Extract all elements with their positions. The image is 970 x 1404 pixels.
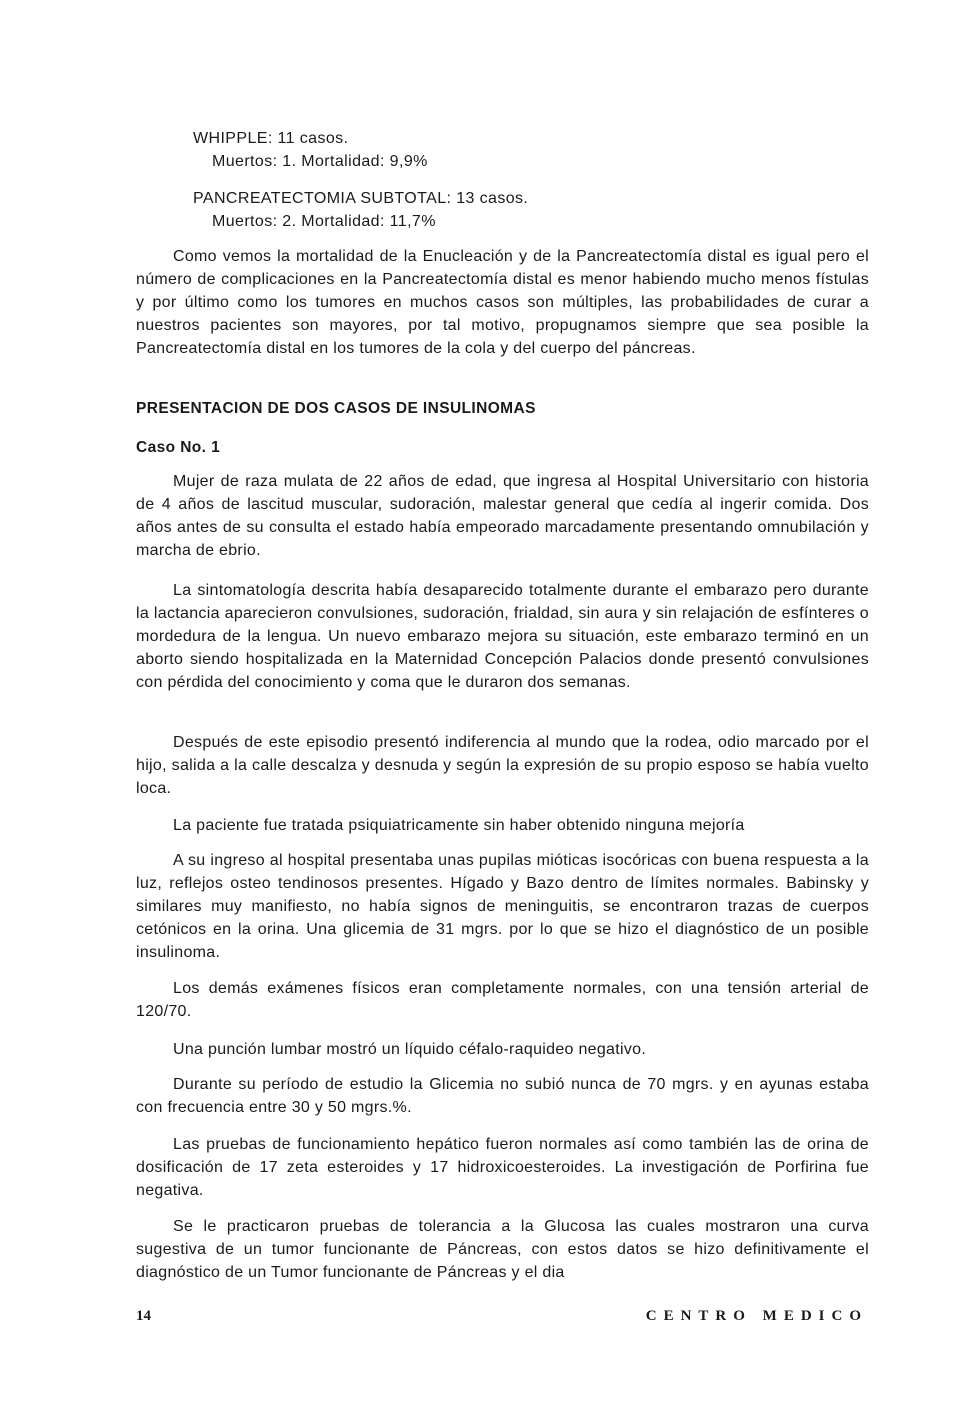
whipple-cases: WHIPPLE: 11 casos. (193, 130, 349, 147)
paragraph-mortality-comparison: Como vemos la mortalidad de la Enucleación y de la Pancreatectomía distal es igual pero el número de complicaciones en la Pancreatectomía distal es menor habiendo mucho menos fístulas y por último como los tumores en muchos casos son múltiples, las probabilidades de curar a nuestros pacientes son mayores, por tal motivo, propugnamos siempre que sea posible la Pancreatectomía distal en los tumores de la cola y del cuerpo del páncreas. (136, 248, 869, 357)
journal-title: CENTRO MEDICO (645, 1308, 868, 1324)
section-heading: PRESENTACION DE DOS CASOS DE INSULINOMAS (136, 400, 536, 417)
paragraph-patient-history: Mujer de raza mulata de 22 años de edad, que ingresa al Hospital Universitario con historia de 4 años de lascitud muscular, sudoración, malestar general que cedía al ingerir comida. Dos años antes de su consulta el estado había empeorado marcadamente presentando omnubilación y marcha de ebrio. (136, 473, 869, 559)
paragraph-glycemia: Durante su período de estudio la Glicemia no subió nunca de 70 mgrs. y en ayunas estaba con frecuencia entre 30 y 50 mgrs.%. (136, 1076, 869, 1116)
pancreatectomy-cases: PANCREATECTOMIA SUBTOTAL: 13 casos. (193, 190, 529, 207)
whipple-mortality: Muertos: 1. Mortalidad: 9,9% (212, 153, 428, 170)
pancreatectomy-mortality: Muertos: 2. Mortalidad: 11,7% (212, 213, 436, 230)
paragraph-hepatic-tests: Las pruebas de funcionamiento hepático fueron normales así como también las de orina de dosificación de 17 zeta esteroides y 17 hidroxicoesteroides. La investigación de Porfirina fue negativa. (136, 1136, 869, 1199)
paragraph-physical-exams: Los demás exámenes físicos eran completamente normales, con una tensión arterial de 120/70. (136, 980, 869, 1020)
paragraph-glucose-tolerance: Se le practicaron pruebas de tolerancia a la Glucosa las cuales mostraron una curva sugestiva de un tumor funcionante de Páncreas, con estos datos se hizo definitivamente el diagnóstico de un Tumor funcionante de Páncreas y el dia (136, 1218, 869, 1281)
whipple-stats (193, 127, 428, 173)
paragraph-psychiatric: La paciente fue tratada psiquiatricamente sin haber obtenido ninguna mejoría (173, 817, 745, 834)
page-number: 14 (136, 1308, 151, 1324)
paragraph-admission: A su ingreso al hospital presentaba unas pupilas mióticas isocóricas con buena respuesta a la luz, reflejos osteo tendinosos presentes. Hígado y Bazo dentro de límites normales. Babinsky y similares muy manifiesto, no había signos de meninguitis, se encontraron trazas de cuerpos cetónicos en la orina. Una glicemia de 31 mgrs. por lo que se hizo el diagnóstico de un posible insulinoma. (136, 852, 869, 961)
paragraph-lumbar-puncture: Una punción lumbar mostró un líquido céfalo-raquideo negativo. (173, 1041, 647, 1058)
case-heading: Caso No. 1 (136, 439, 221, 456)
paragraph-episode: Después de este episodio presentó indiferencia al mundo que la rodea, odio marcado por el hijo, salida a la calle descalza y desnuda y según la expresión de su propio esposo se había vuelto loca. (136, 734, 869, 797)
paragraph-symptomatology: La sintomatología descrita había desaparecido totalmente durante el embarazo pero durante la lactancia aparecieron convulsiones, sudoración, frialdad, sin aura y sin relajación de esfínteres o mordedura de la lengua. Un nuevo embarazo mejora su situación, este embarazo terminó en un aborto siendo hospitalizada en la Maternidad Concepción Palacios donde presentó convulsiones con pérdida del conocimiento y coma que le duraron dos semanas. (136, 582, 869, 691)
pancreatectomy-stats (193, 187, 528, 233)
